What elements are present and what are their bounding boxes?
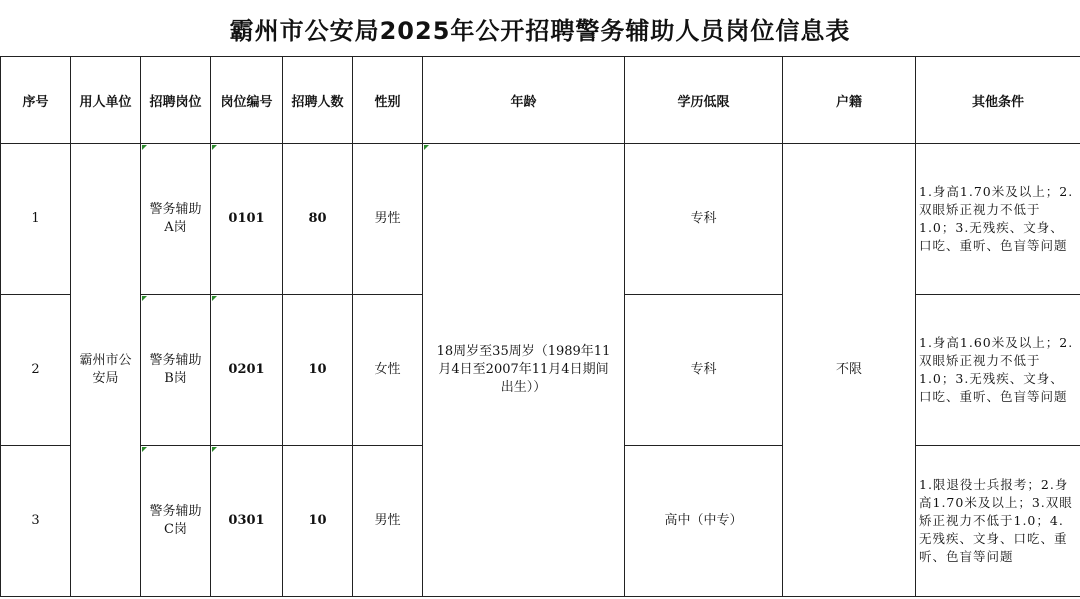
cell-other: 1.限退役士兵报考；2.身高1.70米及以上；3.双眼矫正视力不低于1.0；4.无残疾、文身、口吃、重听、色盲等问题	[916, 446, 1080, 597]
header-gender: 性别	[353, 57, 423, 144]
cell-gender: 男性	[353, 446, 423, 597]
position-text: 警务辅助B岗	[149, 353, 202, 386]
cell-education: 专科	[625, 295, 783, 446]
cell-education: 高中（中专）	[625, 446, 783, 597]
cell-unit	[71, 144, 141, 597]
cell-seq: 2	[1, 295, 71, 446]
header-position: 招聘岗位	[141, 57, 211, 144]
cell-position	[141, 295, 211, 446]
position-text: 警务辅助C岗	[149, 504, 202, 537]
header-row	[1, 57, 1080, 144]
cell-gender: 男性	[353, 144, 423, 295]
cell-education: 专科	[625, 144, 783, 295]
header-age: 年龄	[423, 57, 625, 144]
header-code: 岗位编号	[211, 57, 283, 144]
cell-other: 1.身高1.70米及以上；2.双眼矫正视力不低于1.0；3.无残疾、文身、口吃、重听、色盲等问题	[916, 144, 1080, 295]
table-row	[1, 144, 1080, 295]
header-other: 其他条件	[916, 57, 1080, 144]
cell-other: 1.身高1.60米及以上；2.双眼矫正视力不低于1.0；3.无残疾、文身、口吃、重听、色盲等问题	[916, 295, 1080, 446]
cell-position	[141, 446, 211, 597]
cell-position	[141, 144, 211, 295]
page-title: 霸州市公安局2025年公开招聘警务辅助人员岗位信息表	[229, 16, 851, 45]
cell-code: 0201	[211, 295, 283, 446]
header-count: 招聘人数	[283, 57, 353, 144]
cell-count: 10	[283, 295, 353, 446]
cell-code: 0301	[211, 446, 283, 597]
unit-text: 霸州市公安局	[79, 353, 132, 386]
cell-seq: 3	[1, 446, 71, 597]
cell-hukou: 不限	[783, 144, 916, 597]
cell-seq: 1	[1, 144, 71, 295]
header-hukou: 户籍	[783, 57, 916, 144]
job-info-table	[0, 56, 1080, 597]
position-text: 警务辅助A岗	[149, 202, 202, 235]
header-unit: 用人单位	[71, 57, 141, 144]
cell-gender: 女性	[353, 295, 423, 446]
cell-count: 10	[283, 446, 353, 597]
header-education: 学历低限	[625, 57, 783, 144]
cell-age: 18周岁至35周岁（1989年11月4日至2007年11月4日期间出生））	[423, 144, 625, 597]
header-seq: 序号	[1, 57, 71, 144]
cell-count: 80	[283, 144, 353, 295]
cell-code: 0101	[211, 144, 283, 295]
